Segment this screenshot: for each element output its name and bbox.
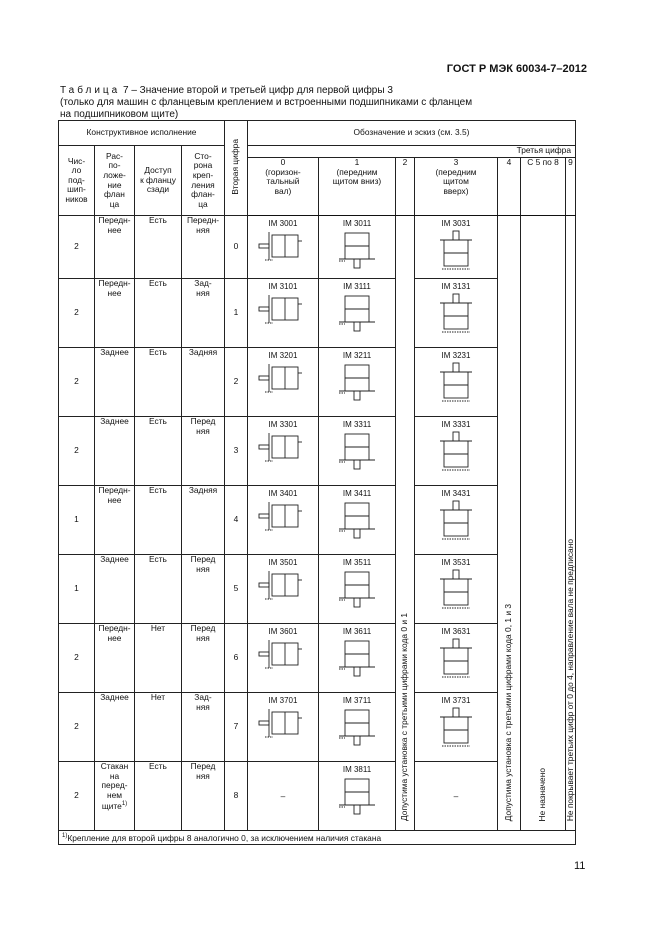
flange-location-cell: Заднее — [95, 693, 135, 762]
sketch-cell-col0: – — [248, 762, 319, 831]
motor-sketch — [415, 361, 497, 405]
col5-8-head: С 5 по 8 — [521, 158, 566, 216]
im-code: IM 3311 — [342, 420, 372, 429]
access-cell: Есть — [135, 486, 182, 555]
motor-sketch — [319, 706, 395, 748]
second-digit-cell: 0 — [225, 216, 248, 279]
motor-sketch — [415, 292, 497, 336]
im-code: IM 3701 — [268, 696, 298, 705]
second-digit-cell: 6 — [225, 624, 248, 693]
im-code: IM 3711 — [342, 696, 372, 705]
im-code: IM 3111 — [343, 282, 371, 291]
sketch-cell-col0 — [248, 624, 319, 693]
sketch-cell-col1 — [319, 624, 396, 693]
sketch-cell-col3 — [415, 216, 498, 279]
motor-sketch — [319, 568, 395, 610]
sketch-cell-col3: – — [415, 762, 498, 831]
flange-location-cell: Передн- нее — [95, 624, 135, 693]
flange-side-cell: Перед няя — [182, 624, 225, 693]
second-digit-cell: 1 — [225, 279, 248, 348]
im-code: IM 3401 — [268, 489, 298, 498]
im-code: IM 3001 — [268, 219, 298, 228]
motor-sketch — [248, 568, 318, 602]
caption-line2: (только для машин с фланцевым креплением и встроенными подшипниками с фланцем — [60, 97, 473, 108]
sketch-cell-col3 — [415, 693, 498, 762]
sketch-cell-col1 — [319, 555, 396, 624]
motor-sketch — [248, 292, 318, 326]
bearings-count-cell: 2 — [59, 216, 95, 279]
bearings-count-cell: 1 — [59, 555, 95, 624]
im-code: IM 3231 — [441, 351, 471, 360]
motor-sketch — [319, 637, 395, 679]
im-code: IM 3301 — [268, 420, 298, 429]
sketch-cell-col1 — [319, 417, 396, 486]
sketch-cell-col1 — [319, 693, 396, 762]
col3-head: 3 (передним щитом вверх) — [415, 158, 498, 216]
col4-vertical-note: Допустима установка с третьими цифрами кода 0, 1 и 3 — [498, 216, 521, 831]
im-code: IM 3431 — [441, 489, 471, 498]
footnote-ref: 1) — [121, 801, 128, 808]
bearings-count-cell: 2 — [59, 348, 95, 417]
access-cell: Есть — [135, 216, 182, 279]
im-code: IM 3411 — [342, 489, 372, 498]
im-code: IM 3211 — [342, 351, 372, 360]
second-digit-cell: 7 — [225, 693, 248, 762]
header-designation: Обозначение и эскиз (см. 3.5) — [248, 121, 576, 146]
motor-sketch — [415, 706, 497, 750]
access-cell: Есть — [135, 762, 182, 831]
second-digit-cell: 2 — [225, 348, 248, 417]
sketch-cell-col3 — [415, 348, 498, 417]
access-cell: Нет — [135, 693, 182, 762]
flange-location-cell: Передн- нее — [95, 486, 135, 555]
col5-8-vertical-note: Не назначено — [521, 216, 566, 831]
flange-location-cell: Заднее — [95, 555, 135, 624]
im-code: IM 3131 — [441, 282, 471, 291]
header-access: Доступ к фланцу сзади — [135, 146, 182, 216]
sketch-cell-col0 — [248, 486, 319, 555]
header-construct: Конструктивное исполнение — [59, 121, 225, 146]
im-code: IM 3601 — [268, 627, 298, 636]
flange-location-cell: Передн- нее — [95, 216, 135, 279]
col9-head: 9 — [566, 158, 576, 216]
sketch-cell-col1 — [319, 216, 396, 279]
header-third-digit: Третья цифра — [248, 146, 576, 158]
flange-side-cell: Передн- няя — [182, 216, 225, 279]
header-flange-location: Рас- по- ложе- ние флан ца — [95, 146, 135, 216]
access-cell: Есть — [135, 348, 182, 417]
flange-side-cell: Задняя — [182, 486, 225, 555]
flange-side-cell: Зад- няя — [182, 693, 225, 762]
motor-sketch — [248, 229, 318, 263]
sketch-cell-col3 — [415, 417, 498, 486]
sketch-cell-col0 — [248, 555, 319, 624]
sketch-cell-col0 — [248, 348, 319, 417]
sketch-cell-col0 — [248, 279, 319, 348]
motor-sketch — [319, 775, 395, 817]
im-code: IM 3731 — [441, 696, 471, 705]
flange-side-cell: Перед няя — [182, 762, 225, 831]
im-code: IM 3631 — [441, 627, 471, 636]
bearings-count-cell: 2 — [59, 624, 95, 693]
table-row — [59, 216, 576, 279]
sketch-cell-col0 — [248, 216, 319, 279]
mounting-table — [58, 120, 576, 845]
second-digit-cell: 8 — [225, 762, 248, 831]
access-cell: Нет — [135, 624, 182, 693]
motor-sketch — [248, 637, 318, 671]
sketch-cell-col3 — [415, 624, 498, 693]
motor-sketch — [415, 229, 497, 273]
bearings-count-cell: 2 — [59, 762, 95, 831]
col4-head: 4 — [498, 158, 521, 216]
flange-side-cell: Перед няя — [182, 417, 225, 486]
motor-sketch — [248, 499, 318, 533]
caption-text: 7 – Значение второй и третьей цифр для первой цифры 3 — [120, 85, 393, 96]
second-digit-cell: 3 — [225, 417, 248, 486]
motor-sketch — [248, 361, 318, 395]
flange-location-cell: Передн- нее — [95, 279, 135, 348]
sketch-cell-col1 — [319, 486, 396, 555]
im-code: IM 3331 — [441, 420, 471, 429]
im-code: IM 3201 — [268, 351, 298, 360]
sketch-cell-col1 — [319, 762, 396, 831]
motor-sketch — [415, 568, 497, 612]
second-digit-cell: 4 — [225, 486, 248, 555]
im-code: IM 3531 — [441, 558, 471, 567]
second-digit-cell: 5 — [225, 555, 248, 624]
motor-sketch — [319, 499, 395, 541]
table-caption — [60, 85, 580, 121]
im-code: IM 3511 — [342, 558, 372, 567]
motor-sketch — [319, 430, 395, 472]
sketch-cell-col0 — [248, 693, 319, 762]
caption-line3: на подшипниковом щите) — [60, 109, 179, 120]
col0-head: 0 (горизон- тальный вал) — [248, 158, 319, 216]
header-second-digit: Вторая цифра — [225, 121, 248, 216]
bearings-count-cell: 2 — [59, 693, 95, 762]
flange-location-cell: Заднее — [95, 417, 135, 486]
sketch-cell-col1 — [319, 279, 396, 348]
sketch-cell-col3 — [415, 486, 498, 555]
motor-sketch — [415, 637, 497, 681]
im-code: IM 3031 — [441, 219, 471, 228]
motor-sketch — [248, 430, 318, 464]
flange-side-cell: Перед няя — [182, 555, 225, 624]
caption-label: Таблица — [60, 85, 121, 96]
sketch-cell-col3 — [415, 555, 498, 624]
motor-sketch — [319, 292, 395, 334]
flange-location-cell: Стакан на перед- нем щите$^{1)}$ — [95, 762, 135, 831]
access-cell: Есть — [135, 279, 182, 348]
sketch-cell-col0 — [248, 417, 319, 486]
sketch-cell-col3 — [415, 279, 498, 348]
col2-vertical-note: Допустима установка с третьими цифрами кода 0 и 1 — [396, 216, 415, 831]
sketch-cell-col1 — [319, 348, 396, 417]
access-cell: Есть — [135, 555, 182, 624]
bearings-count-cell: 1 — [59, 486, 95, 555]
col2-head: 2 — [396, 158, 415, 216]
page-number: 11 — [574, 860, 586, 872]
document-header: ГОСТ Р МЭК 60034-7–2012 — [446, 63, 587, 75]
motor-sketch — [319, 229, 395, 271]
motor-sketch — [415, 430, 497, 474]
flange-side-cell: Зад- няя — [182, 279, 225, 348]
im-code: IM 3011 — [342, 219, 372, 228]
access-cell: Есть — [135, 417, 182, 486]
motor-sketch — [415, 499, 497, 543]
im-code: IM 3501 — [268, 558, 298, 567]
bearings-count-cell: 2 — [59, 417, 95, 486]
header-flange-side: Сто- рона креп- ления флан- ца — [182, 146, 225, 216]
motor-sketch — [248, 706, 318, 740]
bearings-count-cell: 2 — [59, 279, 95, 348]
im-code: IM 3611 — [342, 627, 372, 636]
header-bearings-count: Чис- ло под- шип- ников — [59, 146, 95, 216]
flange-side-cell: Задняя — [182, 348, 225, 417]
im-code: IM 3811 — [342, 765, 372, 774]
motor-sketch — [319, 361, 395, 403]
table-footnote: $^{1)}$Крепление для второй цифры 8 аналогично 0, за исключением наличия стакана — [59, 831, 576, 845]
im-code: IM 3101 — [268, 282, 298, 291]
col1-head: 1 (передним щитом вниз) — [319, 158, 396, 216]
col9-vertical-note: Не покрывает третьих цифр от 0 до 4, направление вала не предписано — [566, 216, 576, 831]
flange-location-cell: Заднее — [95, 348, 135, 417]
